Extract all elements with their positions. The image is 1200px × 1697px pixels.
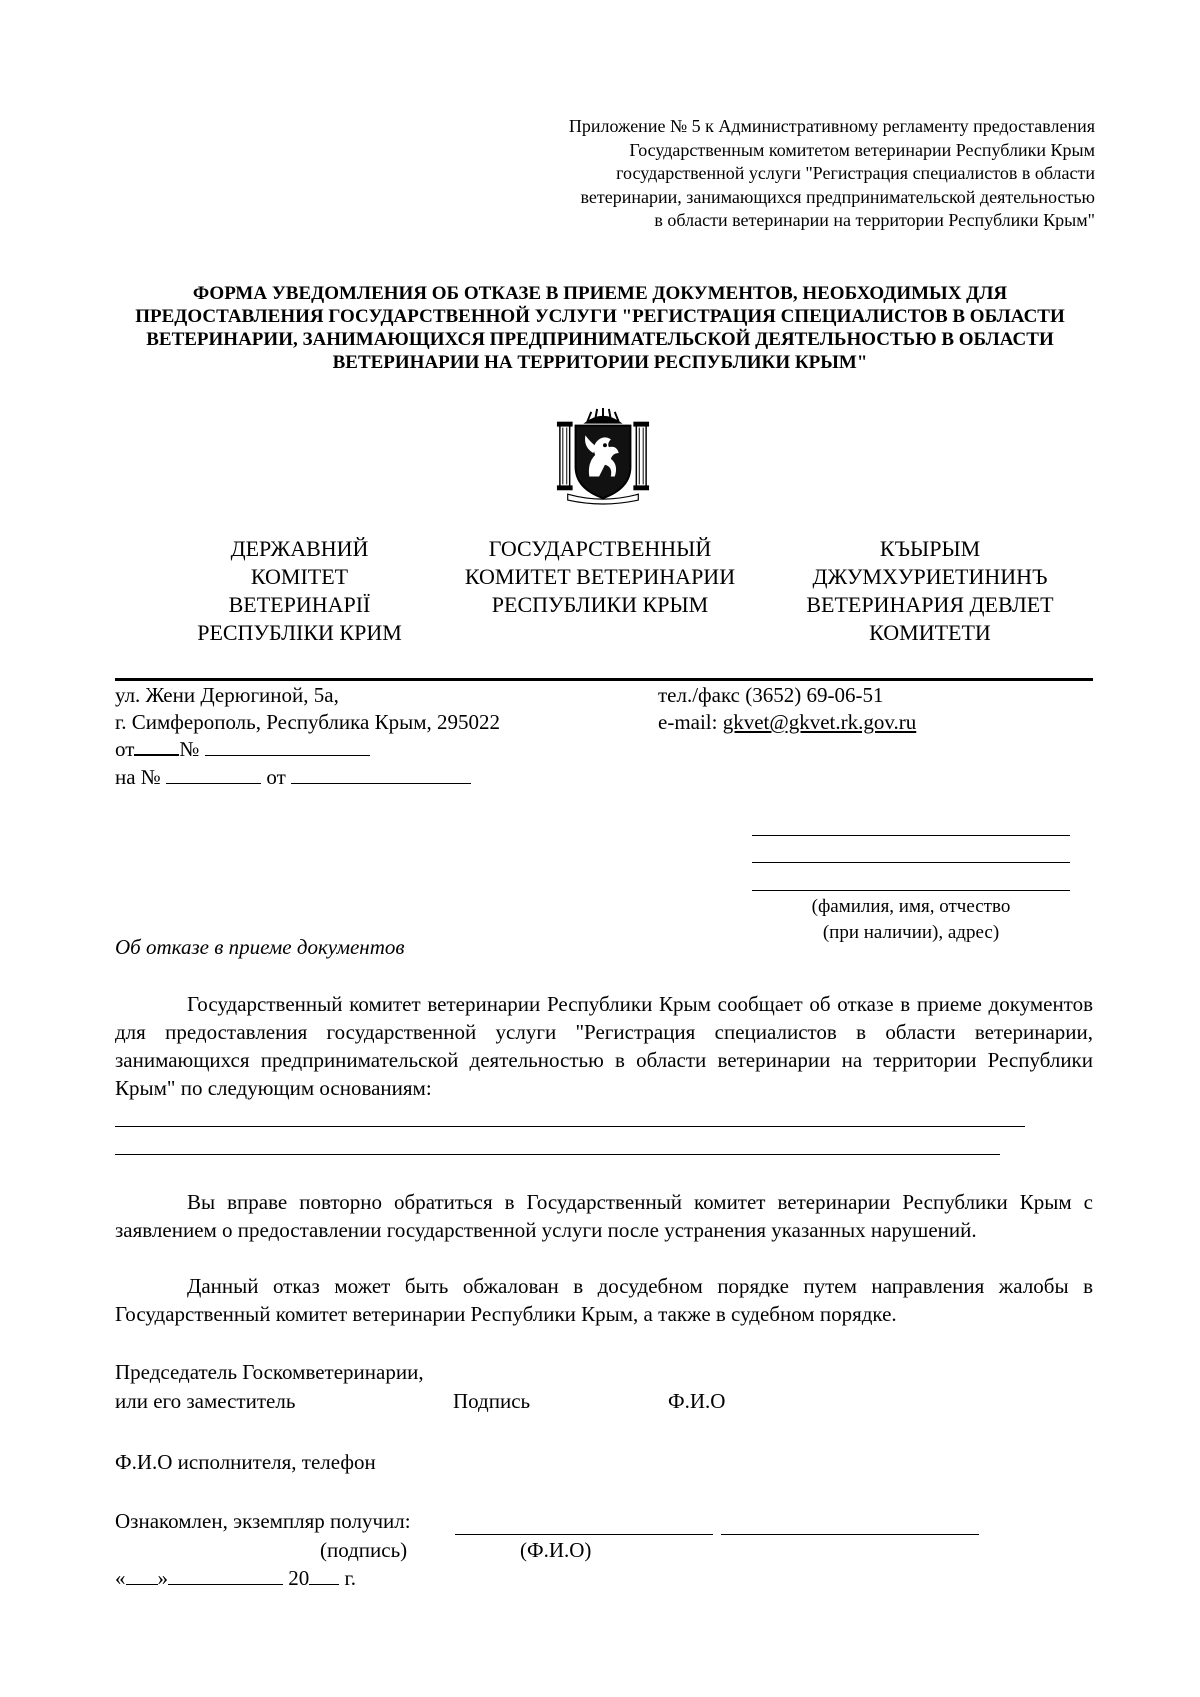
- agency-line: КОМІТЕТ: [250, 564, 349, 589]
- agency-line: КОМИТЕТИ: [869, 620, 991, 645]
- reply-number-label: на №: [115, 765, 161, 789]
- agency-line: ГОСУДАРСТВЕННЫЙ: [488, 536, 712, 561]
- phone-fax: тел./факс (3652) 69-06-51: [658, 683, 884, 707]
- body-text: Данный отказ может быть обжалован в досудебном порядке путем направления жалобы в Государственный комитет ветеринарии Республики Крым, а также в судебном порядке.: [115, 1274, 1093, 1326]
- form-title-line: ФОРМА УВЕДОМЛЕНИЯ ОБ ОТКАЗЕ В ПРИЕМЕ ДОКУМЕНТОВ, НЕОБХОДИМЫХ ДЛЯ: [192, 283, 1008, 304]
- agency-name-ukrainian: [182, 535, 417, 647]
- body-text: Государственный комитет ветеринарии Республики Крым сообщает об отказе в приеме документов для предоставления государственной услуги "Регистрация специалистов в области ветеринарии, занимающихся предпринимательской деятельностью в области ветеринарии на территории Республики Крым" по следующим основаниям:: [115, 992, 1093, 1100]
- recipient-caption-line: (фамилия, имя, отчество: [811, 896, 1011, 917]
- agency-line: ВЕТЕРИНАРІЇ: [228, 592, 371, 617]
- coat-of-arms-icon: [554, 405, 652, 505]
- executor-line: Ф.И.О исполнителя, телефон: [115, 1450, 376, 1474]
- appendix-line: Государственным комитетом ветеринарии Республики Крым: [629, 139, 1095, 160]
- body-paragraph-1: [115, 990, 1093, 1102]
- reason-line[interactable]: [115, 1126, 1025, 1127]
- form-title-line: ВЕТЕРИНАРИИ НА ТЕРРИТОРИИ РЕСПУБЛИКИ КРЫМ": [332, 352, 868, 373]
- date-close-quote: »: [157, 1566, 168, 1590]
- agency-line: ДЖУМХУРИЕТИНИНЪ: [812, 564, 1048, 589]
- year-suffix: г.: [344, 1566, 356, 1590]
- number-field[interactable]: [205, 737, 370, 756]
- agency-name-crimean-tatar: [780, 535, 1080, 647]
- acknowledged-label: Ознакомлен, экземпляр получил:: [115, 1509, 411, 1533]
- appendix-line: государственной услуги "Регистрация специалистов в области: [616, 163, 1095, 183]
- body-paragraph-3: [115, 1272, 1093, 1328]
- year-prefix: 20: [288, 1566, 310, 1590]
- number-label: №: [179, 737, 200, 761]
- acknowledged-fio-line[interactable]: [721, 1534, 979, 1535]
- reply-ref-row: [115, 764, 471, 791]
- signature-label: Подпись: [453, 1389, 531, 1413]
- address-line-2: г. Симферополь, Республика Крым, 295022: [115, 710, 500, 734]
- recipient-caption: [752, 894, 1070, 946]
- chairman-deputy: или его заместитель: [115, 1389, 296, 1413]
- outgoing-ref-row: [115, 736, 370, 763]
- date-row: [115, 1564, 356, 1592]
- letter-subject: Об отказе в приеме документов: [115, 935, 405, 959]
- recipient-line[interactable]: [752, 835, 1070, 836]
- recipient-line[interactable]: [752, 890, 1070, 891]
- agency-line: КОМИТЕТ ВЕТЕРИНАРИИ: [464, 564, 736, 589]
- day-field[interactable]: [126, 1566, 158, 1585]
- agency-line: РЕСПУБЛИКИ КРЫМ: [491, 592, 709, 617]
- reason-line[interactable]: [115, 1154, 1000, 1155]
- caption-signature: (подпись): [320, 1538, 408, 1562]
- address-line-1: ул. Жени Дерюгиной, 5а,: [115, 683, 339, 707]
- appendix-line: в области ветеринарии на территории Республики Крым": [654, 210, 1095, 230]
- agency-line: ВЕТЕРИНАРИЯ ДЕВЛЕТ: [806, 592, 1054, 617]
- agency-line: РЕСПУБЛІКИ КРИМ: [197, 620, 402, 645]
- reply-from-label: от: [266, 765, 286, 789]
- form-title-line: ВЕТЕРИНАРИИ, ЗАНИМАЮЩИХСЯ ПРЕДПРИНИМАТЕЛЬСКОЙ ДЕЯТЕЛЬНОСТЬЮ В ОБЛАСТИ: [146, 329, 1054, 350]
- agency-line: КЪЫРЫМ: [879, 536, 981, 561]
- appendix-line: Приложение № 5 к Административному регламенту предоставления: [568, 116, 1095, 136]
- recipient-line[interactable]: [752, 862, 1070, 863]
- chairman-title: Председатель Госкомветеринарии,: [115, 1360, 424, 1384]
- from-label: от: [115, 737, 135, 761]
- appendix-reference: [475, 115, 1095, 233]
- recipient-caption-line: (при наличии), адрес): [822, 922, 1000, 943]
- month-field[interactable]: [168, 1566, 283, 1585]
- form-title: [110, 282, 1090, 374]
- body-text: Вы вправе повторно обратиться в Государственный комитет ветеринарии Республики Крым с заявлением о предоставлении государственной услуги после устранения указанных нарушений.: [115, 1190, 1093, 1242]
- agency-name-russian: [440, 535, 760, 619]
- email-label: e-mail:: [658, 710, 723, 734]
- email-row: [658, 709, 916, 736]
- year-field[interactable]: [309, 1566, 339, 1585]
- header-divider: [115, 678, 1093, 681]
- acknowledged-row: [115, 1507, 411, 1535]
- fio-label: Ф.И.О: [668, 1389, 726, 1413]
- body-paragraph-2: [115, 1188, 1093, 1244]
- caption-fio: (Ф.И.О): [520, 1538, 592, 1562]
- agency-line: ДЕРЖАВНИЙ: [230, 536, 369, 561]
- reply-date-field[interactable]: [291, 765, 471, 784]
- date-field[interactable]: [134, 736, 179, 756]
- acknowledged-signature-line[interactable]: [455, 1534, 713, 1535]
- form-title-line: ПРЕДОСТАВЛЕНИЯ ГОСУДАРСТВЕННОЙ УСЛУГИ "РЕГИСТРАЦИЯ СПЕЦИАЛИСТОВ В ОБЛАСТИ: [135, 306, 1065, 327]
- reply-number-field[interactable]: [166, 765, 261, 784]
- appendix-line: ветеринарии, занимающихся предпринимательской деятельностью: [580, 186, 1095, 207]
- email-link[interactable]: gkvet@gkvet.rk.gov.ru: [722, 710, 917, 734]
- date-open-quote: «: [115, 1566, 126, 1590]
